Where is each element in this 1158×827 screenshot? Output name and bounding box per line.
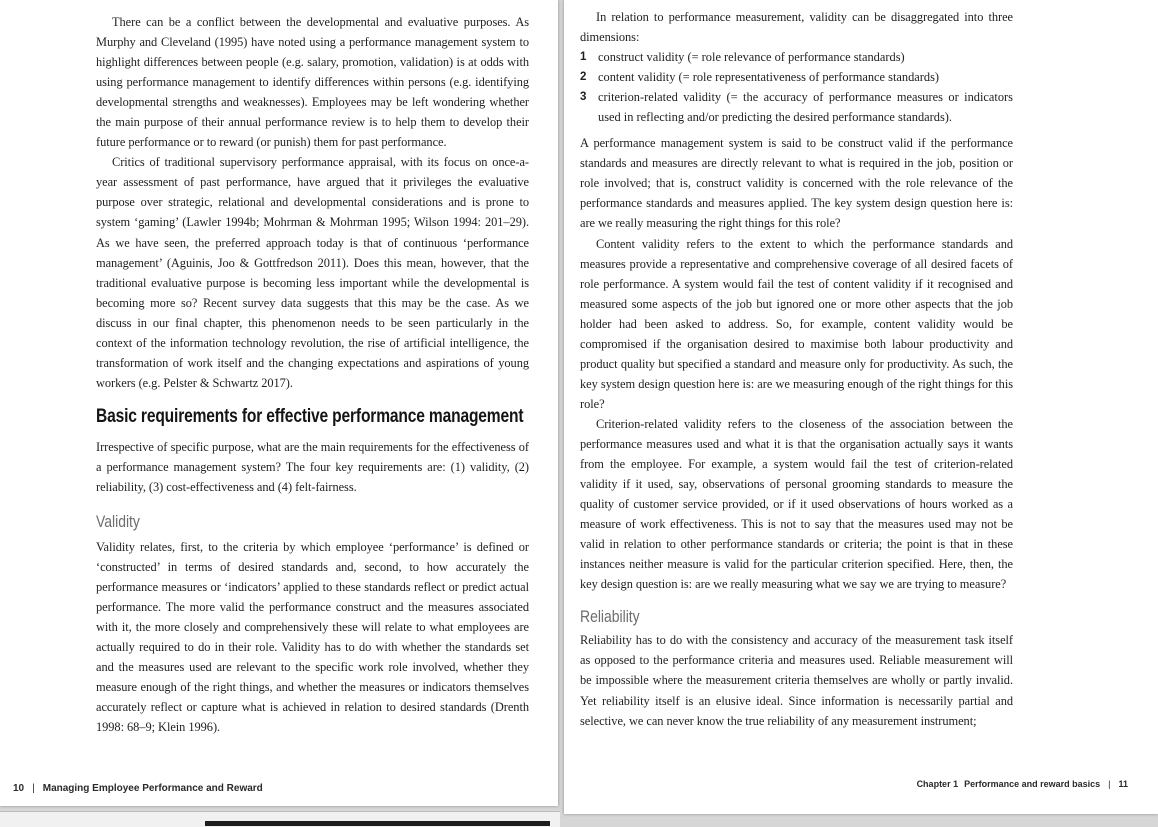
page-number-right: 11	[1118, 779, 1128, 789]
footer-separator: |	[32, 783, 35, 794]
list-item-text: content validity (= role representativeness of performance standards)	[598, 70, 940, 85]
subheading-validity: Validity	[96, 512, 140, 532]
right-page	[564, 0, 1158, 814]
validity-dimensions-list	[580, 47, 1013, 127]
paragraph-validity-dimensions: In relation to performance measurement, validity can be disaggregated into three dimensions:	[580, 10, 1013, 45]
list-item	[580, 67, 1013, 87]
list-item-number: 1	[580, 51, 587, 64]
list-item-number: 2	[580, 71, 587, 84]
paragraph-validity: Validity relates, first, to the criteria by which employee ‘performance’ is defined or ‘constructed’ in terms of desired standards and, second, to how accurately the performance measures or ‘indicators’ applied to these standards reflect or predict actual performance. The more valid the performance construct and the measures associated with it, the more closely and comprehensively these will relate to what employees are actually required to do in their role. Validity has to do with whether the standards set and the measures used are relevant to the specific work role involved, whether they measure enough of the right things, and whether the measures or indicators themselves accurately reflect or capture what is achieved in relation to desired standards (Drenth 1998: 68–9; Klein 1996).	[96, 540, 529, 735]
paragraph-criterion-validity: Criterion-related validity refers to the closeness of the association between the performance measures used and what it is that the organisation actually says it wants from the employee. For example, a system would fail the test of criterion-related validity if it used, say, observations of personal grooming standards to measure the quality of customer service provided, or if it used observations of hours worked as a measure of work effectiveness. This is not to say that the measures used may not be valid in relation to other performance standards or criteria; the point is that in these instances neither measure is valid for the particular criterion specified. Here, then, the key design question is: are we really measuring what we say we are trying to measure?	[580, 416, 1013, 592]
paragraph-construct-validity: A performance management system is said to be construct valid if the performance standards and measures are directly relevant to what is required in the job, position or role involved; that is, construct validity is concerned with the role relevance of the performance standards and measures applied. The key system design question here is: are we really measuring the right things for this role?	[580, 136, 1013, 231]
left-text-column	[96, 12, 529, 738]
list-item-text: criterion-related validity (= the accuracy of performance measures or indicators used in reflecting and/or predicting the desired performance standards).	[598, 90, 1013, 125]
paragraph-developmental-evaluative: There can be a conflict between the developmental and evaluative purposes. As Murphy and Cleveland (1995) have noted using a performance management system to highlight differences between people (e.g. salary, promotion, validation) is at odds with using performance management to identify differences within persons (e.g. identifying developmental strengths and weaknesses). Employees may be left wondering whether the main purpose of their annual performance review is to help them to develop their future performance or to reward (or punish) them for past performance.	[96, 15, 529, 150]
list-item	[580, 87, 1013, 127]
paragraph-requirements: Irrespective of specific purpose, what are the main requirements for the effectiveness of a performance management system? The four key requirements are: (1) validity, (2) reliability, (3) cost-effectiveness and (4) felt-fairness.	[96, 439, 529, 494]
list-item	[580, 47, 1013, 67]
left-page-footer	[13, 783, 263, 794]
footer-separator: |	[1108, 779, 1111, 789]
chapter-title: Performance and reward basics	[964, 779, 1101, 789]
section-heading-basic-requirements: Basic requirements for effective performance management	[96, 405, 524, 427]
chapter-label: Chapter 1	[916, 779, 959, 789]
right-text-column	[580, 7, 1013, 731]
paragraph-reliability: Reliability has to do with the consistency and accuracy of the measurement task itself as opposed to the performance criteria and measures used. Reliable measurement will be impossible where the measurement criteria themselves are wholly or partly invalid. Yet reliability itself is an elusive ideal. Since information is necessarily partial and selective, we can never know the true reliability of any measurement instrument;	[580, 633, 1013, 728]
list-item-number: 3	[580, 91, 587, 104]
subheading-reliability: Reliability	[580, 607, 640, 627]
paragraph-content-validity: Content validity refers to the extent to which the performance standards and measures provide a representative and comprehensive coverage of all desired facets of role performance. A system would fail the test of content validity if it recognised and measured some aspects of the job but ignored one or more other aspects that the job holder had been asked to address. So, for example, content validity would be compromised if the organisation desired to maximise both labour productivity and product quality but specified a standard and measure only for productivity. As such, the key system design question here is: are we measuring enough of the right things for this role?	[580, 236, 1013, 411]
right-page-footer	[917, 779, 1128, 789]
book-title: Managing Employee Performance and Reward	[42, 783, 263, 794]
left-page	[0, 0, 558, 806]
paragraph-critics-appraisal: Critics of traditional supervisory performance appraisal, with its focus on once-a-year assessment of past performance, have argued that it privileges the evaluative purpose over strategic, relational and developmental considerations and is prone to system ‘gaming’ (Lawler 1994b; Mohrman & Mohrman 1995; Wilson 1994: 201–29). As we have seen, the preferred approach today is that of continuous ‘performance management’ (Aguinis, Joo & Gottfredson 2011). Does this mean, however, that the traditional evaluative purpose is becoming less important while the developmental is becoming more so? Recent survey data suggests that this may be the case. As we discuss in our final chapter, this phenomenon needs to be seen particularly in the context of the information technology revolution, the rise of artificial intelligence, the transformation of work itself and the changing expectations and aspirations of young workers (e.g. Pelster & Schwartz 2017).	[96, 155, 529, 390]
page-edge-shadow	[205, 821, 550, 826]
page-number-left: 10	[13, 783, 25, 794]
list-item-text: construct validity (= role relevance of performance standards)	[598, 50, 905, 65]
